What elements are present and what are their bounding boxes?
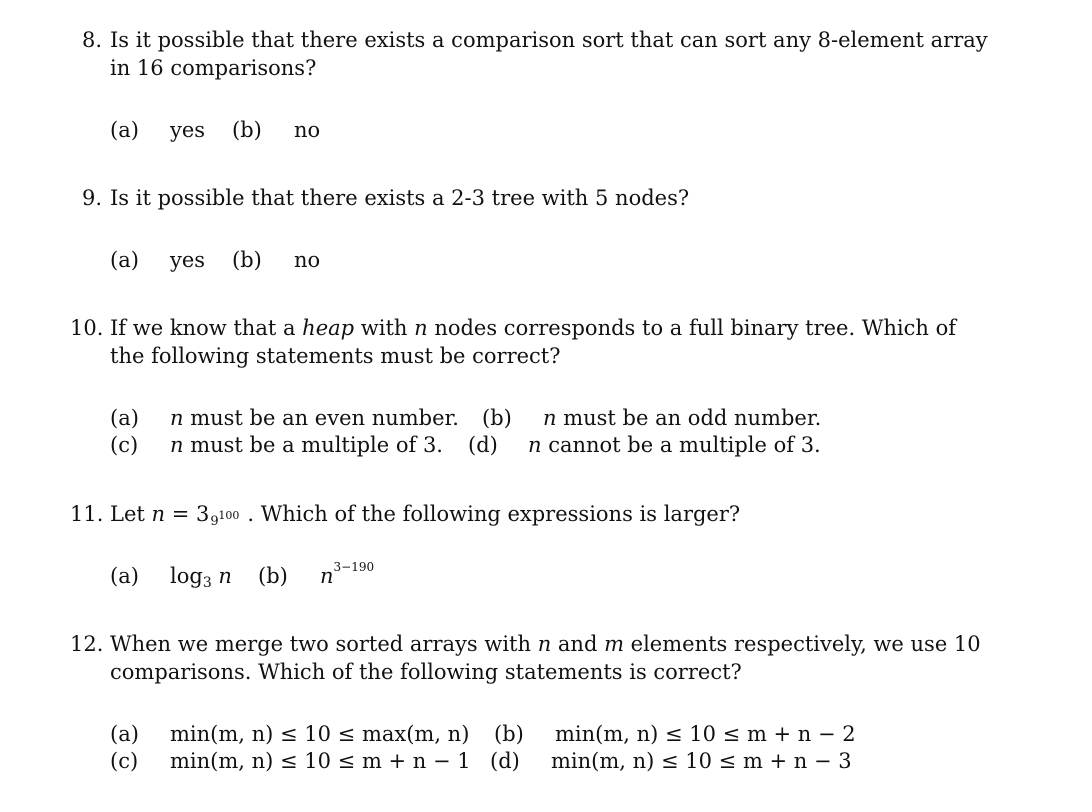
option-label: (a) (110, 406, 139, 430)
option-text: n cannot be a multiple of 3. (528, 433, 821, 457)
option-text: $n^{3-190}$ (320, 560, 375, 588)
option-text: yes (170, 118, 206, 142)
question-number: 8. (82, 28, 103, 52)
option-text: n must be an even number. (170, 406, 459, 430)
option-text: no (294, 248, 321, 272)
question-number: 10. (70, 316, 104, 340)
option-label: (a) (110, 564, 139, 588)
question-number: 11. (70, 502, 104, 526)
question-number: 9. (82, 186, 103, 210)
option-text: min(m, n) ≤ 10 ≤ m + n − 2 (555, 722, 856, 746)
option-text: min(m, n) ≤ 10 ≤ m + n − 3 (551, 749, 852, 773)
option-label: (b) (494, 722, 524, 746)
question-text: If we know that a heap with n nodes corresponds to a full binary tree. Which of (110, 316, 957, 340)
option-text: no (294, 118, 321, 142)
option-label: (b) (232, 248, 262, 272)
question-text: in 16 comparisons? (110, 56, 317, 80)
question-text: When we merge two sorted arrays with n and m elements respectively, we use 10 (110, 632, 981, 656)
question-text: the following statements must be correct? (110, 344, 561, 368)
option-text: min(m, n) ≤ 10 ≤ max(m, n) (170, 722, 470, 746)
option-label: (b) (482, 406, 512, 430)
option-text: n must be a multiple of 3. (170, 433, 443, 457)
option-label: (a) (110, 118, 139, 142)
option-label: (a) (110, 722, 139, 746)
question-text: comparisons. Which of the following statements is correct? (110, 660, 742, 684)
question-text: Is it possible that there exists a comparison sort that can sort any 8-element array (110, 28, 988, 52)
option-text: $\log_3 n$ (170, 564, 232, 591)
option-label: (c) (110, 749, 139, 773)
option-text: min(m, n) ≤ 10 ≤ m + n − 1 (170, 749, 471, 773)
option-label: (d) (490, 749, 520, 773)
question-text: Is it possible that there exists a 2-3 tree with 5 nodes? (110, 186, 690, 210)
option-text: yes (170, 248, 206, 272)
option-label: (a) (110, 248, 139, 272)
option-label: (b) (258, 564, 288, 588)
option-label: (b) (232, 118, 262, 142)
option-text: n must be an odd number. (543, 406, 822, 430)
question-number: 12. (70, 632, 104, 656)
option-label: (d) (468, 433, 498, 457)
option-label: (c) (110, 433, 139, 457)
question-text: Let n = 3 9 100 . Which of the following expressions is larger? (110, 502, 741, 529)
